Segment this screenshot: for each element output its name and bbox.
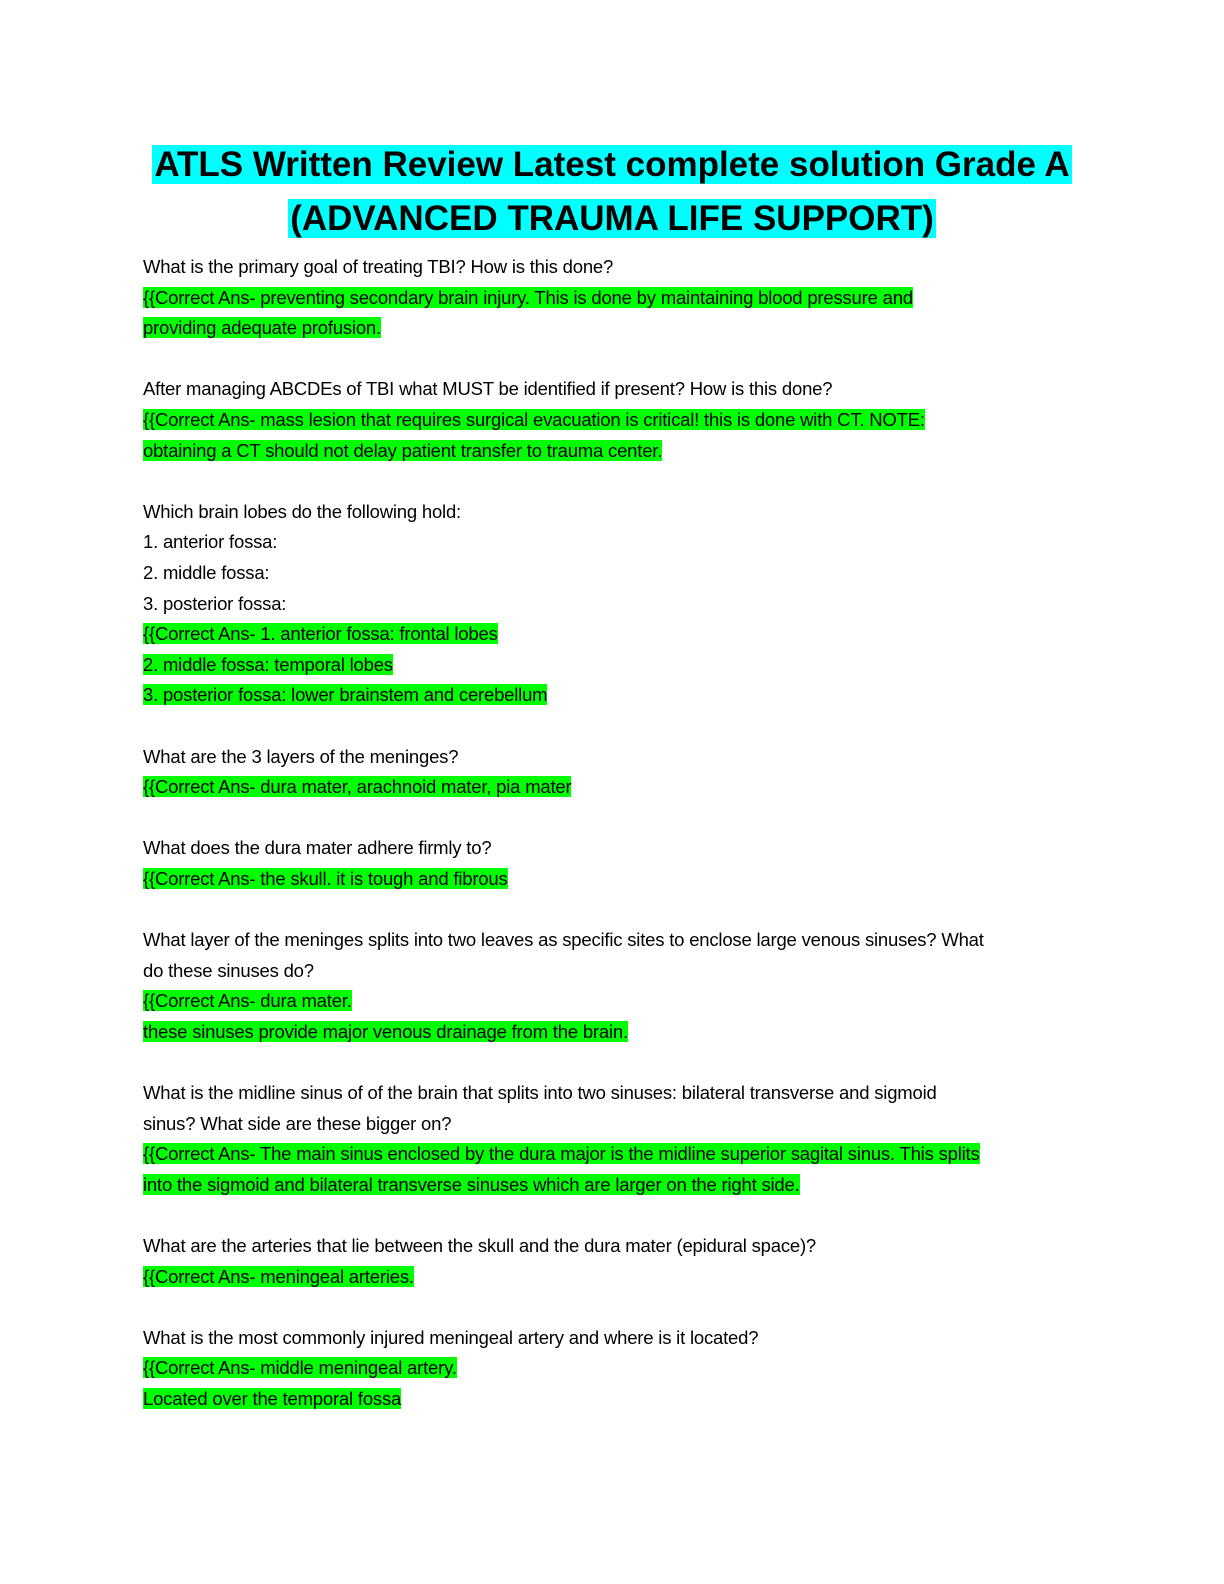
question-line: What layer of the meninges splits into two leaves as specific sites to enclose large venous sinuses? What: [143, 929, 984, 951]
question-line: do these sinuses do?: [143, 959, 314, 981]
question-line: What is the most commonly injured meningeal artery and where is it located?: [143, 1326, 759, 1348]
title-line-2: [0, 192, 1224, 246]
question-line: What are the arteries that lie between the skull and the dura mater (epidural space)?: [143, 1235, 817, 1256]
question-line: 2. middle fossa:: [143, 561, 270, 583]
answer-highlight: 2. middle fossa: temporal lobes: [143, 653, 393, 675]
document-title: [0, 138, 1224, 246]
qa-item: [143, 1323, 1088, 1415]
question-line: What does the dura mater adhere firmly to?: [143, 837, 492, 859]
answer-line: [143, 1384, 1088, 1415]
answer-line: [143, 650, 1088, 681]
answer-line: [143, 619, 1088, 650]
answer-line: [143, 436, 1088, 467]
qa-item: [143, 742, 1088, 803]
title-line-2-text: (ADVANCED TRAUMA LIFE SUPPORT): [290, 199, 934, 238]
answer-highlight: into the sigmoid and bilateral transverse sinuses which are larger on the right side.: [143, 1173, 800, 1195]
answer-line: [143, 405, 1088, 436]
question-line: Which brain lobes do the following hold:: [143, 500, 461, 522]
qa-item: [143, 833, 1088, 894]
answer-highlight: Located over the temporal fossa: [143, 1387, 402, 1409]
answer-highlight: providing adequate profusion.: [143, 317, 381, 339]
answer-highlight: {{Correct Ans- mass lesion that requires surgical evacuation is critical! this is done with CT. NOTE:: [143, 408, 925, 430]
answer-line: [143, 986, 1088, 1017]
answer-line: [143, 1262, 1088, 1293]
answer-highlight: obtaining a CT should not delay patient transfer to trauma center.: [143, 439, 663, 461]
answer-line: [143, 1017, 1088, 1048]
answer-highlight: {{Correct Ans- preventing secondary brain injury. This is done by maintaining blood pressure and: [143, 286, 913, 308]
answer-highlight: {{Correct Ans- dura mater.: [143, 990, 352, 1012]
question-line: What is the primary goal of treating TBI? How is this done?: [143, 256, 614, 277]
answer-highlight: {{Correct Ans- The main sinus enclosed by the dura major is the midline superior sagital sinus. This splits: [143, 1143, 980, 1165]
qa-item: [143, 925, 1088, 1047]
qa-item: [143, 252, 1088, 344]
answer-line: [143, 283, 1088, 314]
answer-highlight: 3. posterior fossa: lower brainstem and cerebellum: [143, 684, 548, 706]
question-line: 1. anterior fossa:: [143, 531, 278, 553]
qa-item: [143, 497, 1088, 711]
answer-highlight: {{Correct Ans- 1. anterior fossa: frontal lobes: [143, 623, 498, 645]
question-line: What is the midline sinus of of the brain that splits into two sinuses: bilateral transverse and sigmoid: [143, 1082, 937, 1104]
answer-highlight: {{Correct Ans- the skull. it is tough and fibrous: [143, 867, 508, 889]
qa-item: [143, 374, 1088, 466]
qa-list: [143, 252, 1088, 1445]
answer-line: [143, 1170, 1088, 1201]
answer-highlight: {{Correct Ans- middle meningeal artery.: [143, 1357, 457, 1379]
answer-line: [143, 1353, 1088, 1384]
qa-item: [143, 1078, 1088, 1200]
answer-highlight: {{Correct Ans- dura mater, arachnoid mater, pia mater: [143, 776, 572, 798]
question-line: sinus? What side are these bigger on?: [143, 1112, 452, 1134]
question-line: After managing ABCDEs of TBI what MUST be identified if present? How is this done?: [143, 378, 833, 400]
answer-line: [143, 313, 1088, 344]
answer-line: [143, 772, 1088, 803]
answer-line: [143, 864, 1088, 895]
title-line-1: [0, 138, 1224, 192]
question-line: What are the 3 layers of the meninges?: [143, 745, 459, 767]
answer-highlight: these sinuses provide major venous drainage from the brain.: [143, 1020, 628, 1042]
title-line-1-text: ATLS Written Review Latest complete solution Grade A: [154, 145, 1070, 184]
qa-item: [143, 1231, 1088, 1292]
answer-line: [143, 1139, 1088, 1170]
answer-line: [143, 680, 1088, 711]
question-line: 3. posterior fossa:: [143, 592, 287, 614]
answer-highlight: {{Correct Ans- meningeal arteries.: [143, 1265, 414, 1287]
